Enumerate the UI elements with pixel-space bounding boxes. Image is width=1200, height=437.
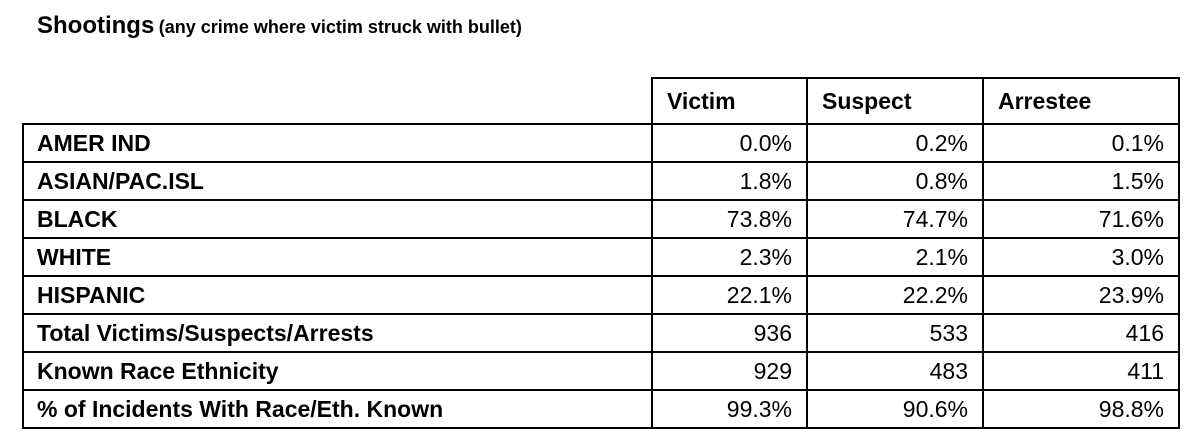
victim-value: 2.3% [652,238,807,276]
column-header-arrestee: Arrestee [983,78,1179,124]
suspect-value: 2.1% [807,238,983,276]
suspect-value: 0.2% [807,124,983,162]
suspect-value: 90.6% [807,390,983,428]
column-header-victim: Victim [652,78,807,124]
suspect-value: 483 [807,352,983,390]
arrestee-value: 1.5% [983,162,1179,200]
row-label: WHITE [23,238,652,276]
victim-value: 73.8% [652,200,807,238]
arrestee-value: 23.9% [983,276,1179,314]
arrestee-value: 98.8% [983,390,1179,428]
arrestee-value: 411 [983,352,1179,390]
suspect-value: 22.2% [807,276,983,314]
table-row [23,124,1179,162]
table-row [23,390,1179,428]
table-row [23,238,1179,276]
arrestee-value: 71.6% [983,200,1179,238]
victim-value: 0.0% [652,124,807,162]
row-label: ASIAN/PAC.ISL [23,162,652,200]
arrestee-value: 416 [983,314,1179,352]
suspect-value: 0.8% [807,162,983,200]
victim-value: 929 [652,352,807,390]
header-blank-cell [23,78,652,124]
race-ethnicity-table [22,77,1180,429]
table-row [23,162,1179,200]
table-header-row [23,78,1179,124]
arrestee-value: 3.0% [983,238,1179,276]
suspect-value: 533 [807,314,983,352]
arrestee-value: 0.1% [983,124,1179,162]
table-row [23,276,1179,314]
table-row [23,314,1179,352]
row-label: HISPANIC [23,276,652,314]
column-header-suspect: Suspect [807,78,983,124]
table-row [23,352,1179,390]
victim-value: 1.8% [652,162,807,200]
row-label: AMER IND [23,124,652,162]
victim-value: 99.3% [652,390,807,428]
row-label: Known Race Ethnicity [23,352,652,390]
suspect-value: 74.7% [807,200,983,238]
row-label: BLACK [23,200,652,238]
table-row [23,200,1179,238]
title-main: Shootings [37,12,155,39]
row-label: Total Victims/Suspects/Arrests [23,314,652,352]
page-title [37,12,522,40]
victim-value: 22.1% [652,276,807,314]
victim-value: 936 [652,314,807,352]
row-label: % of Incidents With Race/Eth. Known [23,390,652,428]
title-subtitle: (any crime where victim struck with bullet) [158,17,522,37]
